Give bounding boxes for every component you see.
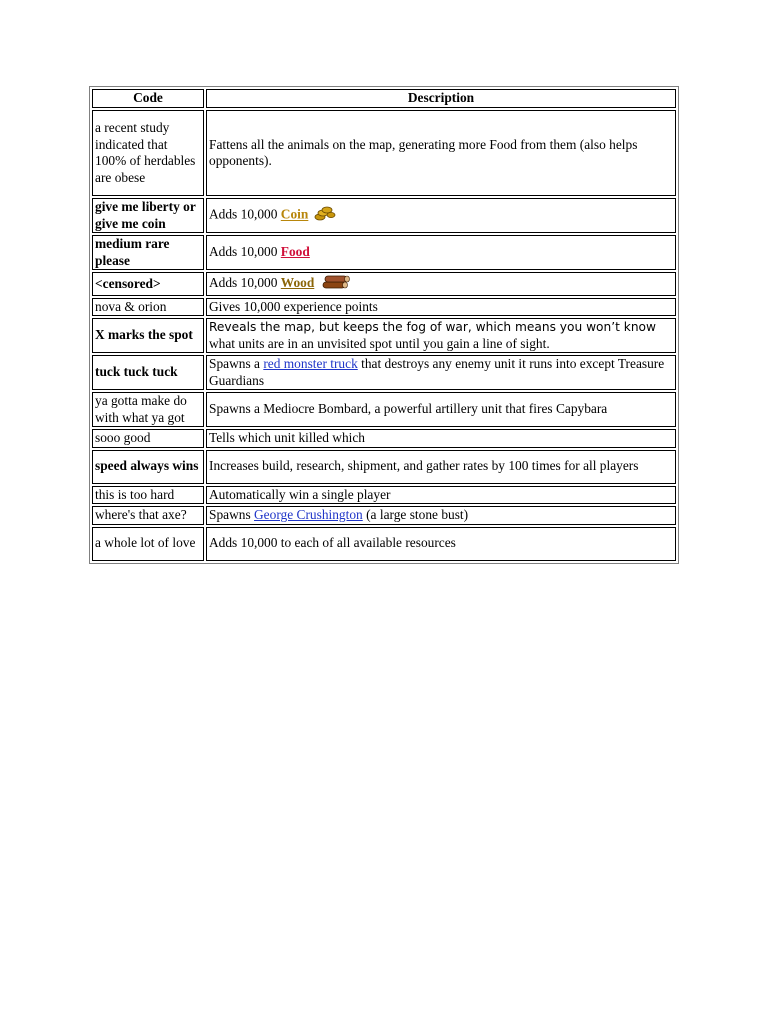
table-row — [92, 527, 676, 561]
code-cell: sooo good — [92, 429, 204, 448]
description-cell: Gives 10,000 experience points — [206, 298, 676, 317]
description-cell: Automatically win a single player — [206, 486, 676, 505]
description-text: Adds 10,000 — [209, 244, 281, 260]
code-cell: speed always wins — [92, 450, 204, 484]
table-row — [92, 235, 676, 270]
description-cell: Tells which unit killed which — [206, 429, 676, 448]
description-cell: Fattens all the animals on the map, generating more Food from them (also helps opponents). — [206, 110, 676, 196]
cheat-codes-table — [89, 86, 679, 564]
description-text: that destroys any enemy unit it runs into except Treasure Guardians — [209, 356, 665, 388]
table-row — [92, 506, 676, 525]
table-row — [92, 429, 676, 448]
george-crushington-link[interactable]: George Crushington — [254, 507, 363, 522]
code-cell: nova & orion — [92, 298, 204, 317]
table-row — [92, 450, 676, 484]
code-cell: tuck tuck tuck — [92, 355, 204, 390]
code-cell: <censored> — [92, 272, 204, 296]
table-row — [92, 272, 676, 296]
table-row — [92, 355, 676, 390]
table-row — [92, 110, 676, 196]
description-text: (a large stone bust) — [362, 507, 469, 522]
red-monster-truck-link[interactable]: red monster truck — [263, 356, 358, 371]
code-cell: medium rare please — [92, 235, 204, 270]
description-text: what units are in an unvisited spot until you gain a line of sight. — [209, 335, 550, 351]
resource-coin-link[interactable]: Coin — [280, 206, 309, 222]
column-header-code: Code — [92, 89, 204, 108]
table-row — [92, 318, 676, 353]
description-text: Adds 10,000 — [209, 274, 281, 290]
code-cell: give me liberty or give me coin — [92, 198, 204, 233]
description-cell — [206, 355, 676, 390]
description-cell — [206, 198, 676, 233]
code-cell: a recent study indicated that 100% of herdables are obese — [92, 110, 204, 196]
description-cell — [206, 272, 676, 296]
wood-logs-icon — [320, 273, 350, 295]
description-cell — [206, 318, 676, 353]
table-row — [92, 298, 676, 317]
code-cell: X marks the spot — [92, 318, 204, 353]
table-row — [92, 486, 676, 505]
resource-wood-link[interactable]: Wood — [280, 274, 315, 290]
code-cell: this is too hard — [92, 486, 204, 505]
description-text: Spawns — [209, 507, 255, 522]
table-header-row — [92, 89, 676, 108]
description-text: Adds 10,000 — [209, 206, 281, 222]
description-cell: Adds 10,000 to each of all available resources — [206, 527, 676, 561]
table-row — [92, 198, 676, 233]
column-header-description: Description — [206, 89, 676, 108]
code-cell: ya gotta make do with what ya got — [92, 392, 204, 427]
coin-pile-icon — [314, 205, 336, 226]
resource-food-link[interactable]: Food — [280, 244, 310, 260]
description-cell — [206, 506, 676, 525]
code-cell: a whole lot of love — [92, 527, 204, 561]
description-cell: Spawns a Mediocre Bombard, a powerful artillery unit that fires Capybara — [206, 392, 676, 427]
description-cell — [206, 235, 676, 270]
code-cell: where's that axe? — [92, 506, 204, 525]
description-text: Spawns a — [209, 356, 264, 371]
description-cell: Increases build, research, shipment, and gather rates by 100 times for all players — [206, 450, 676, 484]
description-text: Reveals the map, but keeps the fog of war, which means you won’t know — [209, 320, 656, 334]
table-row — [92, 392, 676, 427]
